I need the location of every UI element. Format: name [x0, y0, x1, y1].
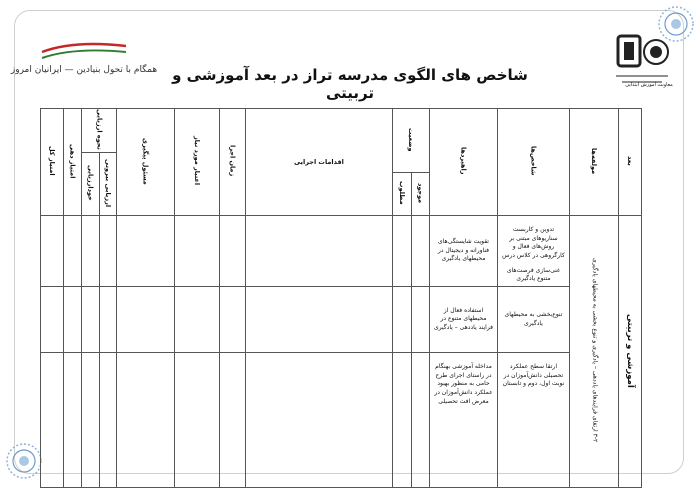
strategy-cell: تقویت شایستگی‌های فناورانه و دیجیتال در محیطهای یادگیری: [430, 215, 498, 286]
indicator-table: [40, 108, 642, 488]
table-row: [41, 353, 642, 488]
header-status: وضعیت: [393, 109, 430, 173]
ministry-logo: [612, 28, 672, 90]
header-time: زمان اجرا: [220, 109, 246, 216]
page-title: شاخص های الگوی مدرسه تراز در بعد آموزشی و تربیتی: [172, 66, 528, 102]
ministry-logo-caption: معاونت آموزش ابتدایی: [625, 82, 673, 88]
header-status-existing: موجود: [411, 172, 430, 215]
header-indicators: شاخص‌ها: [497, 109, 569, 216]
indicator-cell: تنوع‌بخشی به محیطهای یادگیری: [497, 287, 569, 353]
indicator-text: غنی‌سازی فرصت‌های متنوع یادگیری: [506, 266, 561, 283]
header-score: امتیاز دهی: [63, 109, 82, 216]
header-budget: اعتبار مورد نیاز: [174, 109, 219, 216]
table-row: [41, 287, 642, 353]
component-cell: ۳-۲ ارتقای فرایندهای یاددهی – یادگیری و تنوع بخشی به محیطهای یادگیری: [569, 215, 618, 487]
dimension-cell: آموزشی و تربیتی: [619, 215, 642, 487]
header-total-score: امتیاز کل: [41, 109, 64, 216]
header-status-desired: مطلوب: [393, 172, 412, 215]
strategy-cell: مداخله آموزشی بهنگام در راستای اجرای طرح حامی به منظور بهبود عملکرد دانش‌آموزان در معرض افت تحصیلی: [430, 353, 498, 488]
indicator-text: تدوین و کاربست سناریوهای مبتنی بر روش‌های فعال و کارگروهی در کلاس درس: [502, 225, 565, 259]
header-responsible: مسئول پیگیری: [117, 109, 175, 216]
slogan-logo: [10, 34, 158, 84]
header-eval-external: ارزیابی بیرونی: [99, 152, 116, 215]
corner-rosette-icon: [4, 441, 44, 481]
indicator-cell: [497, 215, 569, 286]
slogan-logo-text: همگام با تحول بنیادین — ایرانیان امروز: [10, 65, 158, 75]
header-eval-self: خودارزیابی: [82, 152, 99, 215]
indicator-cell: ارتقا سطح عملکرد تحصیلی دانش‌آموزان در نوبت اول، دوم و تابستان: [497, 353, 569, 488]
header-strategies: راهبردها: [430, 109, 498, 216]
header-evaluation-method: نحوه ارزیابی: [82, 109, 117, 153]
header-components: مولفه‌ها: [569, 109, 618, 216]
strategy-cell: استفاده فعال از محیطهای متنوع در فرایند یاددهی – یادگیری: [430, 287, 498, 353]
header-actions: اقدامات اجرایی: [245, 109, 392, 216]
header-dimension: بعد: [619, 109, 642, 216]
table-row: [41, 215, 642, 286]
